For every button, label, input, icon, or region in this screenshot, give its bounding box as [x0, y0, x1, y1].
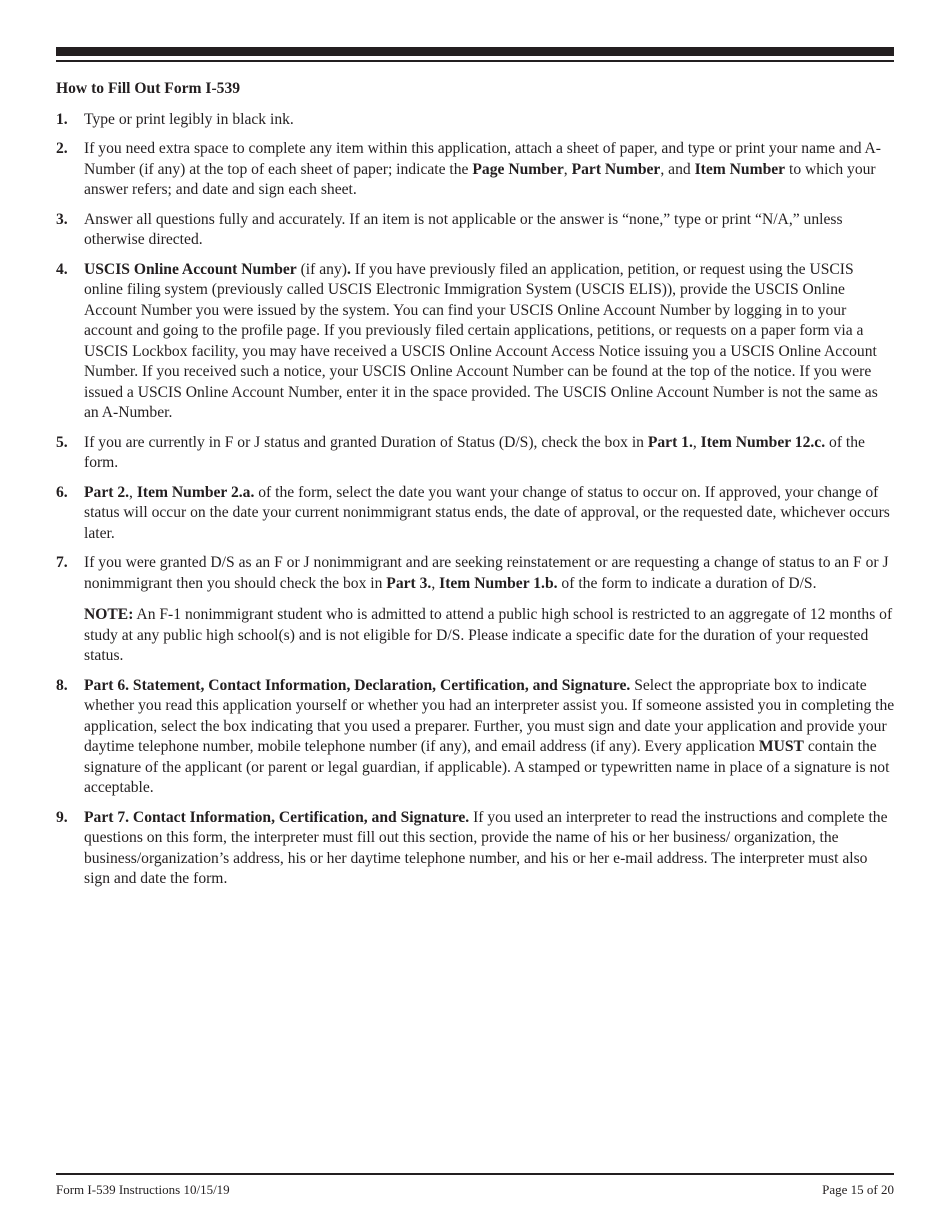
instruction-list	[56, 110, 896, 890]
bold-text: Item Number 2.a.	[136, 483, 255, 501]
text-run: ,	[563, 160, 572, 178]
item-number: 7.	[56, 554, 68, 571]
instruction-item-2	[56, 139, 896, 201]
item-number: 2.	[56, 140, 68, 157]
text-run: Type or print legibly in black ink.	[84, 110, 294, 128]
footer-rule	[56, 1173, 894, 1175]
bold-text: Part Number	[571, 160, 661, 178]
item-number: 9.	[56, 808, 68, 826]
text-run: If you have previously filed an application, petition, or request using the USCIS online filing system (previously called USCIS Electronic Immigration System (USCIS ELIS)), provide the USCIS Online Account Number you were issued by the system. You can find your USCIS Online Account Number by logging in to your account and going to the profile page. If you previously filed certain applications, petitions, or requests on a paper form via a USCIS Lockbox facility, you may have received a USCIS Online Account Access Notice issuing you a USCIS Online Account Number. If you received such a notice, your USCIS Online Account Number can be found at the top of the notice. If you were issued a USCIS Online Account Number, enter it in the space provided. The USCIS Online Account Number is not the same as an A-Number.	[84, 260, 878, 421]
text-run: ,	[692, 433, 701, 451]
text-run: to which your answer refers; and date and sign each sheet.	[84, 160, 876, 198]
instruction-item-3	[56, 210, 896, 251]
bold-text: Part 1.	[647, 433, 693, 451]
text-run: If you were granted D/S as an F or J nonimmigrant and are seeking reinstatement or are requesting a change of status to an F or J nonimmigrant then you should check the box in	[84, 554, 889, 592]
text-run: If you need extra space to complete any item within this application, attach a sheet of paper, and type or print your name and A-Number (if any) at the top of each sheet of paper; indicate the	[84, 140, 881, 178]
instruction-item-9	[56, 808, 896, 890]
text-run: (if any)	[296, 260, 347, 278]
item-number: 8.	[56, 676, 68, 694]
instruction-item-5	[56, 433, 896, 474]
bold-text: Item Number	[694, 160, 786, 178]
bold-text: Part 7. Contact Information, Certification, and Signature.	[84, 808, 470, 826]
item-note	[84, 605, 896, 667]
instruction-item-1	[56, 110, 896, 131]
text-run: ,	[129, 483, 137, 501]
text-run: An F-1 nonimmigrant student who is admitted to attend a public high school is restricted to an aggregate of 12 months of study at any public high school(s) and is not eligible for D/S. Please indicate a specific date for the duration of your requested status.	[84, 606, 893, 664]
section-heading: How to Fill Out Form I-539	[56, 80, 241, 97]
item-number: 6.	[56, 483, 68, 501]
text-run: If you are currently in F or J status and granted Duration of Status (D/S), check the box in	[84, 433, 648, 451]
bold-text: Item Number 1.b.	[439, 574, 558, 592]
text-run: ,	[431, 574, 440, 592]
item-number: 1.	[56, 110, 68, 128]
item-text	[84, 808, 896, 890]
item-text	[84, 210, 896, 251]
text-run: If you used an interpreter to read the instructions and complete the questions on this form, the interpreter must fill out this section, provide the name of his or her business/ organization, the business/organization’s address, his or her daytime telephone number, and his or her e-mail address. The interpreter must also sign and date the form.	[84, 808, 888, 887]
item-text	[84, 139, 896, 201]
text-run: , and	[660, 160, 695, 178]
footer-form-edition: Form I-539 Instructions 10/15/19	[56, 1182, 230, 1197]
instruction-item-8	[56, 676, 896, 799]
item-text	[84, 676, 896, 799]
header-rule-thin	[56, 60, 894, 62]
instruction-item-4	[56, 260, 896, 424]
text-run: Select the appropriate box to indicate whether you read this application yourself or whether you had an interpreter assist you. If someone assisted you in completing the application, select the box indicating that you used a preparer. Further, you must sign and date your application and provide your daytime telephone number, mobile telephone number (if any), and email address (if any). Every application	[84, 676, 895, 755]
bold-text: Part 3.	[386, 574, 432, 592]
item-text	[84, 433, 896, 474]
instruction-item-7	[56, 553, 896, 667]
instructions-body	[56, 79, 896, 899]
bold-text: USCIS Online Account Number	[84, 260, 297, 278]
bold-text: Page Number	[472, 160, 564, 178]
text-run: contain the signature of the applicant (or parent or legal guardian, if applicable). A stamped or typewritten name in place of a signature is not acceptable.	[84, 738, 890, 796]
item-text	[84, 260, 896, 424]
item-number: 4.	[56, 260, 68, 278]
item-text	[84, 483, 896, 545]
item-number: 5.	[56, 433, 68, 451]
item-text	[84, 553, 896, 594]
item-text	[84, 110, 896, 131]
item-number: 3.	[56, 210, 68, 228]
footer-page-number: Page 15 of 20	[822, 1182, 894, 1197]
bold-text: Part 6. Statement, Contact Information, Declaration, Certification, and Signature.	[84, 676, 631, 694]
text-run: of the form to indicate a duration of D/S.	[557, 574, 817, 592]
bold-text: Item Number 12.c.	[700, 433, 826, 451]
text-run: Answer all questions fully and accurately. If an item is not applicable or the answer is “none,” type or print “N/A,” unless otherwise directed.	[84, 210, 843, 248]
bold-text: NOTE:	[84, 606, 134, 623]
bold-text: Part 2.	[84, 483, 130, 501]
header-rule-thick	[56, 47, 894, 56]
instruction-item-6	[56, 483, 896, 545]
text-run: of the form, select the date you want your change of status to occur on. If approved, your change of status will occur on the date your current nonimmigrant status ends, the date of approval, or the requested date, whichever occurs later.	[84, 483, 890, 542]
bold-text: .	[346, 260, 351, 278]
text-run: of the form.	[84, 433, 865, 471]
bold-text: MUST	[758, 738, 804, 755]
